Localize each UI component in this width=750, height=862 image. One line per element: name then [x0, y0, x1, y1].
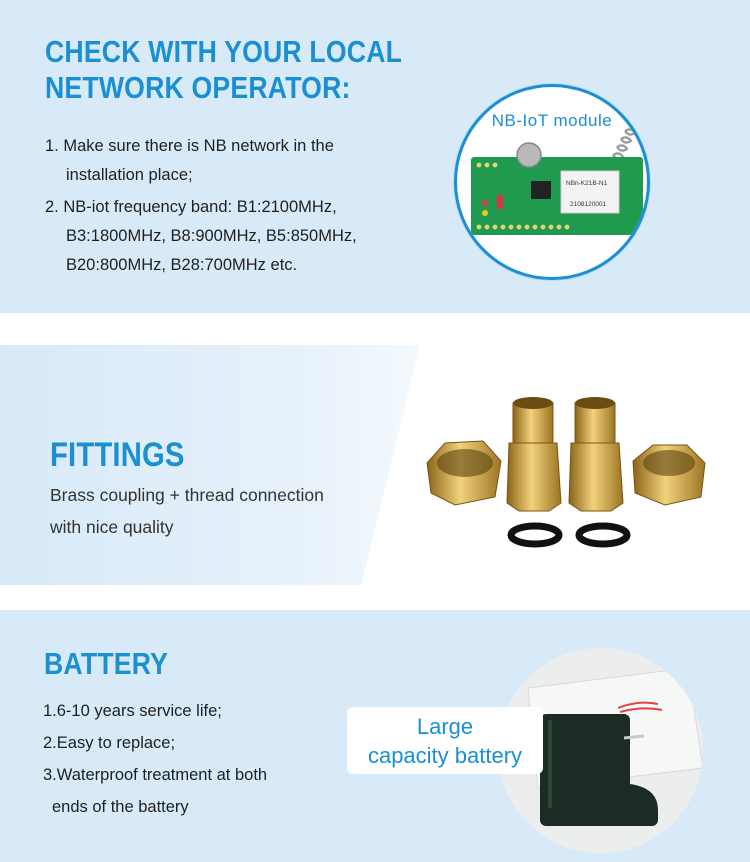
nb-iot-module-image — [454, 84, 650, 280]
battery-section — [0, 610, 750, 862]
chip-text-2: 2108120001 — [570, 201, 607, 208]
network-line-2: installation place; — [66, 166, 193, 184]
network-line-5: B20:800MHz, B28:700MHz etc. — [66, 256, 298, 274]
chip-text-1: NBn-K21B-N1 — [566, 180, 608, 187]
network-heading-line2: NETWORK OPERATOR: — [45, 70, 351, 105]
network-section — [0, 0, 750, 313]
network-heading-line1: CHECK WITH YOUR LOCAL — [45, 34, 403, 69]
network-line-3: 2. NB-iot frequency band: B1:2100MHz, — [45, 198, 337, 216]
battery-line-4: ends of the battery — [52, 798, 189, 816]
network-line-1: 1. Make sure there is NB network in the — [45, 137, 334, 155]
battery-heading: BATTERY — [44, 646, 169, 681]
nb-iot-module-label: NB-IoT module — [491, 111, 613, 130]
battery-callout-line2: capacity battery — [367, 743, 523, 768]
fittings-line-2: with nice quality — [50, 517, 174, 537]
fittings-line-1: Brass coupling + thread connection — [50, 485, 324, 505]
pcb-illustration — [457, 87, 647, 277]
battery-line-3: 3.Waterproof treatment at both — [43, 766, 268, 784]
battery-callout-line1: Large — [416, 714, 474, 739]
fittings-section — [0, 313, 750, 610]
battery-line-2: 2.Easy to replace; — [43, 734, 176, 752]
battery-line-1: 1.6-10 years service life; — [43, 702, 222, 720]
network-line-4: B3:1800MHz, B8:900MHz, B5:850MHz, — [66, 227, 357, 245]
fittings-heading: FITTINGS — [50, 436, 185, 474]
battery-callout — [347, 707, 543, 774]
brass-fittings-image — [425, 393, 725, 553]
